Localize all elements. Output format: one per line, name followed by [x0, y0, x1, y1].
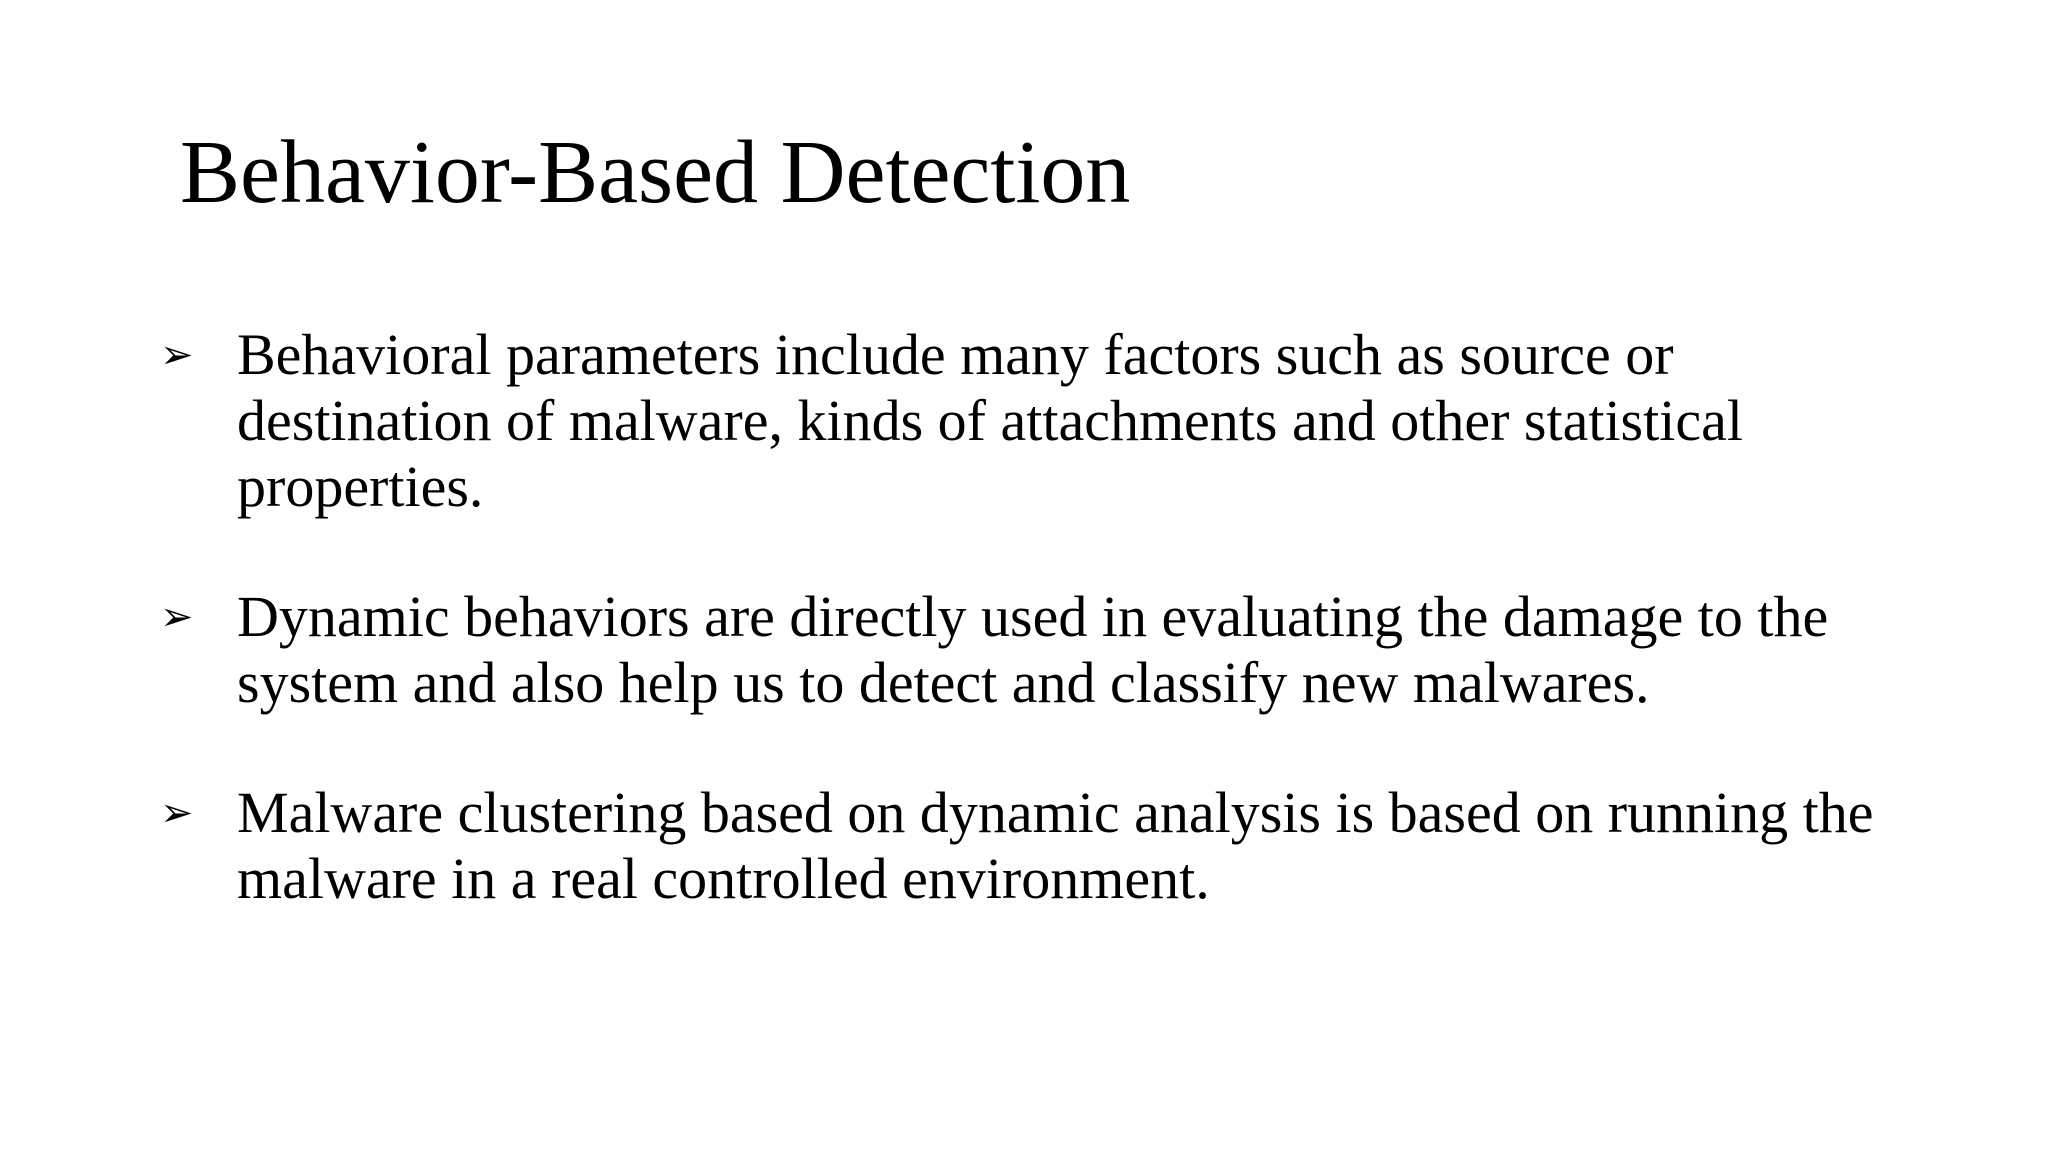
arrowhead-bullet-icon: ➢: [160, 332, 194, 378]
slide-title: Behavior-Based Detection: [180, 123, 1131, 222]
arrowhead-bullet-icon: ➢: [160, 594, 194, 640]
bullet-item: [160, 780, 1920, 912]
bullet-text: Malware clustering based on dynamic analysis is based on running the malware in a real controlled environment.: [237, 780, 1874, 911]
bullet-list: [160, 322, 1920, 976]
bullet-item: [160, 584, 1920, 716]
bullet-item: [160, 322, 1920, 520]
arrowhead-bullet-icon: ➢: [160, 790, 194, 836]
bullet-text: Behavioral parameters include many factors such as source or destination of malware, kinds of attachments and other statistical properties.: [237, 322, 1743, 519]
bullet-text: Dynamic behaviors are directly used in evaluating the damage to the system and also help us to detect and classify new malwares.: [237, 584, 1829, 715]
